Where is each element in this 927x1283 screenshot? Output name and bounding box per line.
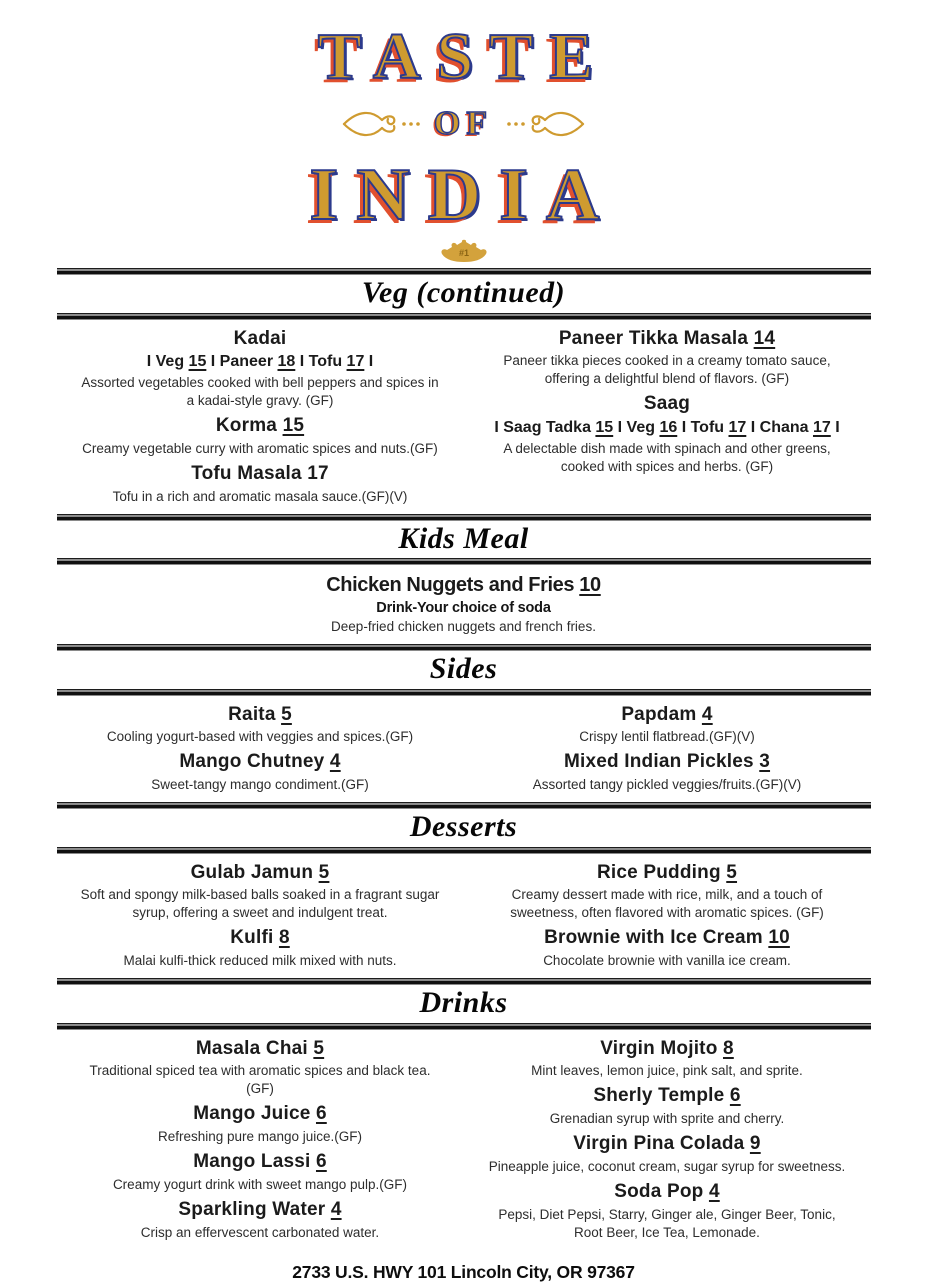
horizontal-rule: [57, 802, 871, 809]
menu-column: [57, 568, 871, 636]
section-columns: [57, 1030, 871, 1250]
menu-item-price: 4: [701, 703, 713, 725]
menu-item-name: Korma 15: [215, 415, 305, 437]
flourish-left-icon: [338, 104, 424, 144]
menu-item: [464, 751, 871, 794]
menu-column: [464, 323, 871, 506]
flourish-right-icon: [503, 104, 589, 144]
menu-item-desc: Crisp an effervescent carbonated water.: [140, 1224, 380, 1240]
menu-item: [57, 1103, 464, 1146]
menu-item-name: Rice Pudding 5: [596, 861, 738, 883]
menu-item-price: 15: [282, 415, 305, 437]
menu-item-price: 5: [281, 703, 292, 725]
menu-item-desc: Deep-fried chicken nuggets and french fries.: [331, 619, 596, 635]
menu-item: [57, 463, 464, 506]
menu-item-desc: Paneer tikka pieces cooked in a creamy tomato sauce, offering a delightful blend of flavors. (GF): [503, 353, 831, 387]
menu-item-desc: Pineapple juice, coconut cream, sugar syrup for sweetness.: [488, 1158, 846, 1174]
menu-item-desc: Traditional spiced tea with aromatic spices and black tea.(GF): [89, 1063, 431, 1097]
menu-item-price: 5: [726, 861, 738, 883]
logo-word-taste: TASTE: [317, 20, 610, 93]
menu-section: [57, 644, 871, 802]
menu-item-name: Kadai: [233, 327, 287, 349]
menu-item-price: 8: [278, 927, 290, 949]
menu-item: [57, 1199, 464, 1242]
menu-item-name: Brownie with Ice Cream 10: [544, 927, 790, 949]
menu-item: [464, 1181, 871, 1242]
section-title: Veg (continued): [361, 276, 566, 309]
section-columns: [57, 854, 871, 978]
footer-address: 2733 U.S. HWY 101 Lincoln City, OR 97367: [292, 1261, 635, 1282]
menu-item-name: Virgin Pina Colada 9: [573, 1133, 761, 1155]
logo-word-of: OF: [433, 105, 494, 142]
menu-item-desc: Assorted tangy pickled veggies/fruits.(GF)(V): [532, 777, 802, 793]
menu-section: [57, 802, 871, 978]
menu-item-name: Gulab Jamun 5: [190, 861, 330, 883]
section-title: Sides: [429, 652, 498, 686]
menu-item-name: Mango Chutney 4: [179, 751, 341, 773]
menu-item-name: Papdam 4: [621, 703, 713, 725]
menu-item-variants: I Veg 15 I Paneer 18 I Tofu 17 I: [146, 353, 374, 371]
menu-item-name: Masala Chai 5: [195, 1037, 325, 1059]
menu-item: [464, 328, 871, 389]
menu-item-desc: Cooling yogurt-based with veggies and spices.(GF): [106, 729, 414, 745]
menu-item-name: Tofu Masala 17: [191, 462, 329, 484]
menu-item-name: Mango Lassi 6: [193, 1151, 327, 1173]
menu-item: [57, 751, 464, 794]
section-columns: [57, 320, 871, 514]
menu-item-name: Paneer Tikka Masala 14: [558, 327, 776, 349]
logo-word-india: INDIA: [309, 154, 618, 236]
menu-item-name: Soda Pop 4: [614, 1180, 720, 1202]
svg-text:#1: #1: [458, 248, 469, 258]
horizontal-rule: [57, 644, 871, 651]
menu-item: [464, 862, 871, 923]
section-columns: [57, 696, 871, 803]
section-columns: [57, 565, 871, 644]
menu-sections: [57, 268, 871, 1250]
menu-item: [464, 1085, 871, 1128]
menu-item-desc: A delectable dish made with spinach and other greens, cooked with spices and herbs. (GF): [503, 441, 831, 474]
menu-item: [464, 393, 871, 476]
menu-column: [57, 323, 464, 506]
menu-item-name: Raita 5: [228, 703, 292, 725]
menu-item-price: 10: [579, 574, 601, 597]
restaurant-logo: [57, 0, 871, 268]
menu-item-desc: Grenadian syrup with sprite and cherry.: [549, 1111, 785, 1127]
crown-badge-icon: [57, 238, 871, 269]
menu-item-name: Saag: [643, 393, 691, 415]
menu-item-desc: Assorted vegetables cooked with bell peppers and spices in a kadai-style gravy. (GF): [81, 375, 439, 409]
menu-item-desc: Chocolate brownie with vanilla ice cream.: [543, 953, 791, 969]
menu-item-price: 6: [315, 1103, 327, 1125]
menu-item-name: Mixed Indian Pickles 3: [563, 751, 771, 773]
section-title: Drinks: [419, 986, 508, 1020]
section-title: Desserts: [409, 810, 518, 844]
menu-column: [464, 857, 871, 970]
menu-item-price: 4: [708, 1180, 720, 1202]
menu-item: [464, 927, 871, 970]
menu-item-desc: Pepsi, Diet Pepsi, Starry, Ginger ale, Ginger Beer, Tonic, Root Beer, Ice Tea, Lemonade.: [498, 1206, 836, 1240]
menu-item-variants: I Saag Tadka 15 I Veg 16 I Tofu 17 I Chana 17 I: [494, 419, 840, 436]
menu-item-price: 5: [318, 861, 330, 883]
menu-item: [57, 1038, 464, 1099]
menu-item-price: 3: [759, 751, 771, 773]
menu-item: [464, 1133, 871, 1176]
horizontal-rule: [57, 514, 871, 521]
menu-item-desc: Creamy dessert made with rice, milk, and a touch of sweetness, often flavored with aromatic spices. (GF): [510, 887, 824, 921]
menu-item-name: Virgin Mojito 8: [600, 1037, 734, 1059]
menu-column: [464, 1033, 871, 1242]
menu-item-desc: Tofu in a rich and aromatic masala sauce.(GF)(V): [112, 488, 408, 504]
horizontal-rule: [57, 313, 871, 320]
menu-item-desc: Mint leaves, lemon juice, pink salt, and sprite.: [531, 1063, 803, 1079]
menu-section: [57, 514, 871, 644]
menu-item-desc: Creamy yogurt drink with sweet mango pulp.(GF): [112, 1176, 408, 1192]
menu-item: [464, 1038, 871, 1081]
menu-item: [57, 862, 464, 923]
horizontal-rule: [57, 847, 871, 854]
horizontal-rule: [57, 978, 871, 985]
menu-item-price: 5: [313, 1037, 325, 1059]
menu-item-desc: Sweet-tangy mango condiment.(GF): [151, 777, 369, 793]
menu-item-subtitle: Drink-Your choice of soda: [376, 600, 551, 617]
menu-item: [57, 1151, 464, 1194]
menu-item-name: Mango Juice 6: [193, 1103, 327, 1125]
menu-item: [57, 704, 464, 747]
menu-item-price: 14: [753, 327, 776, 349]
menu-item-desc: Malai kulfi-thick reduced milk mixed with nuts.: [123, 953, 397, 969]
section-title: Kids Meal: [398, 521, 529, 555]
menu-item: [57, 415, 464, 458]
menu-item-name: Sherly Temple 6: [593, 1085, 741, 1107]
menu-item-desc: Soft and spongy milk-based balls soaked in a fragrant sugar syrup, offering a sweet and indulgent treat.: [80, 887, 440, 921]
menu-item-price: 4: [330, 1198, 342, 1220]
horizontal-rule: [57, 689, 871, 696]
horizontal-rule: [57, 558, 871, 565]
horizontal-rule: [57, 268, 871, 275]
menu-item-name: Sparkling Water 4: [178, 1198, 342, 1220]
menu-item-price: 10: [768, 927, 790, 949]
menu-item: [464, 704, 871, 747]
menu-item-price: 8: [723, 1037, 734, 1059]
menu-item-desc: Crispy lentil flatbread.(GF)(V): [579, 729, 755, 745]
menu-column: [464, 699, 871, 795]
menu-item-price: 17: [307, 462, 329, 484]
menu-section: [57, 268, 871, 514]
menu-section: [57, 978, 871, 1249]
menu-column: [57, 699, 464, 795]
menu-item-name: Chicken Nuggets and Fries 10: [326, 574, 601, 597]
menu-column: [57, 1033, 464, 1242]
menu-item-price: 6: [315, 1151, 327, 1173]
menu-column: [57, 857, 464, 970]
menu-item-desc: Creamy vegetable curry with aromatic spices and nuts.(GF): [82, 441, 438, 456]
menu-item-price: 9: [749, 1133, 761, 1155]
menu-item: [57, 573, 871, 636]
menu-item-price: 4: [329, 751, 341, 773]
menu-item: [57, 328, 464, 411]
menu-item-name: Kulfi 8: [230, 927, 290, 949]
menu-item: [57, 927, 464, 970]
menu-item-desc: Refreshing pure mango juice.(GF): [157, 1129, 363, 1145]
horizontal-rule: [57, 1023, 871, 1030]
menu-item-price: 6: [729, 1085, 741, 1107]
